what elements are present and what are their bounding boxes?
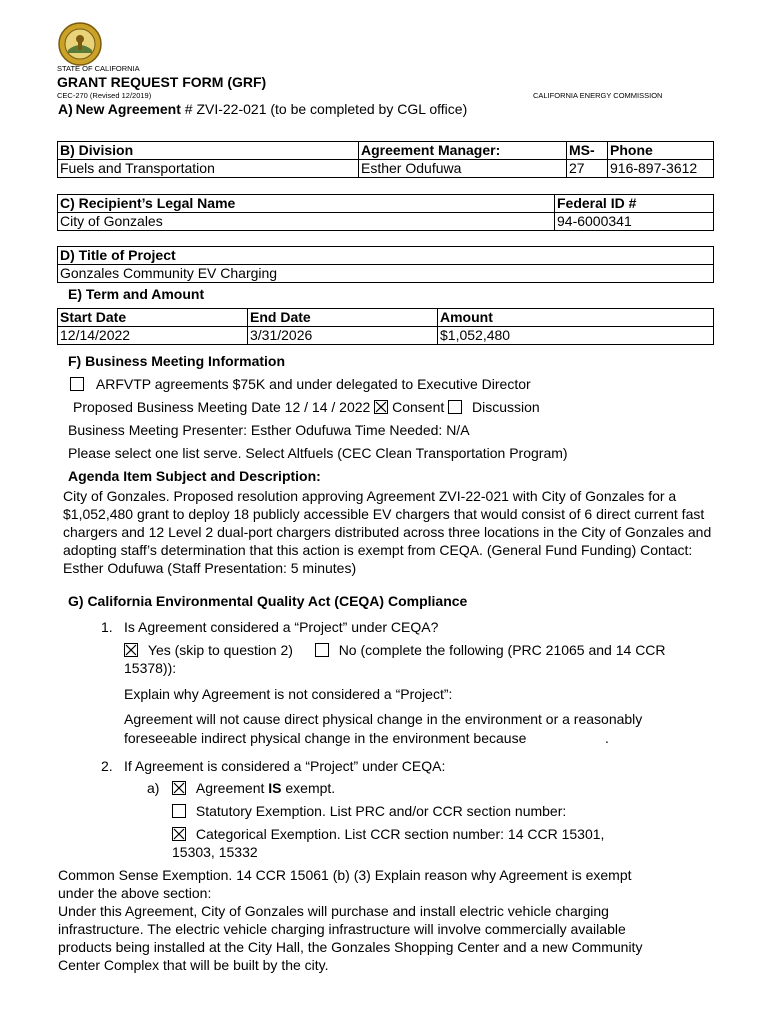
categorical-row — [172, 826, 604, 842]
q1-no-label-continued: 15378)): — [124, 660, 177, 676]
q2-text: If Agreement is considered a “Project” under CEQA: — [124, 758, 446, 774]
agency-name: CALIFORNIA ENERGY COMMISSION — [533, 91, 663, 100]
recipient-table — [57, 194, 714, 231]
ms-label: MS- — [567, 142, 608, 160]
q1-yes-checkbox[interactable] — [124, 643, 138, 657]
division-label: B) Division — [58, 142, 359, 160]
q1-explain-label: Explain why Agreement is not considered a “Project”: — [124, 686, 453, 702]
federal-id-value[interactable]: 94-6000341 — [555, 213, 714, 231]
meeting-date-text: Proposed Business Meeting Date 12 / 14 / 2022 — [73, 399, 371, 415]
closing-line-4: Center Complex that will be built by the city. — [58, 957, 329, 973]
section-a-label: A) New Agreement — [58, 101, 181, 117]
checkmark-x-icon — [173, 782, 185, 794]
q2a-exempt-row — [172, 780, 335, 796]
phone-value[interactable]: 916-897-3612 — [608, 160, 714, 178]
arfvtp-checkbox[interactable] — [70, 377, 84, 391]
q2-number: 2. — [101, 758, 113, 774]
categorical-label: Categorical Exemption. List CCR section number: 14 CCR 15301, — [195, 826, 605, 842]
meeting-date-row — [73, 399, 540, 415]
presenter-text: Business Meeting Presenter: Esther Odufuwa Time Needed: N/A — [68, 422, 470, 438]
start-date-label: Start Date — [58, 309, 248, 327]
listserve-text: Please select one list serve. Select Altfuels (CEC Clean Transportation Program) — [68, 445, 568, 461]
discussion-checkbox[interactable] — [448, 400, 462, 414]
recipient-name-label: C) Recipient’s Legal Name — [58, 195, 555, 213]
ceqa-heading: G) California Environmental Quality Act (CEQA) Compliance — [68, 593, 468, 609]
agenda-heading: Agenda Item Subject and Description: — [68, 468, 321, 484]
q2a-label: a) — [147, 780, 160, 796]
state-label: STATE OF CALIFORNIA — [57, 64, 140, 73]
section-a — [58, 101, 467, 117]
q1-answer-period: . — [605, 730, 609, 746]
discussion-label: Discussion — [472, 399, 540, 415]
closing-line-1: Under this Agreement, City of Gonzales will purchase and install electric vehicle charging — [58, 903, 609, 919]
california-seal-icon — [58, 22, 102, 66]
q1-answer-line-2: foreseeable indirect physical change in the environment because — [124, 730, 527, 746]
checkmark-x-icon — [375, 401, 387, 413]
consent-checkbox[interactable] — [374, 400, 388, 414]
division-table — [57, 141, 714, 178]
statutory-label: Statutory Exemption. List PRC and/or CCR section number: — [195, 803, 567, 819]
project-title-label: D) Title of Project — [58, 247, 714, 265]
closing-line-3: products being installed at the City Hall, the Gonzales Shopping Center and a new Community — [58, 939, 643, 955]
amount-value[interactable]: $1,052,480 — [438, 327, 714, 345]
start-date-value[interactable]: 12/14/2022 — [58, 327, 248, 345]
checkmark-x-icon — [173, 828, 185, 840]
statutory-row — [172, 803, 566, 819]
q1-text: Is Agreement considered a “Project” under CEQA? — [124, 619, 439, 635]
form-number: CEC-270 (Revised 12/2019) — [57, 91, 152, 100]
project-title-value[interactable]: Gonzales Community EV Charging — [58, 265, 714, 283]
arfvtp-row — [70, 376, 531, 392]
agenda-description: City of Gonzales. Proposed resolution approving Agreement ZVI-22-021 with City of Gonzales for a $1,052,480 grant to deploy 18 publicly accessible EV chargers that would consist of 6 direct current fast chargers and 12 Level 2 dual-port chargers distributed across three locations in the City of Gonzales and adopting staff’s determination that this action is exempt from CEQA. (General Fund Funding) Contact: Esther Odufuwa (Staff Presentation: 5 minutes) — [63, 488, 712, 576]
closing-line-2: infrastructure. The electric vehicle charging infrastructure will involve commercially available — [58, 921, 626, 937]
exempt-label: Agreement IS exempt. — [195, 780, 336, 796]
term-amount-table — [57, 308, 714, 345]
common-sense-line-2: under the above section: — [58, 885, 212, 901]
checkmark-x-icon — [125, 644, 137, 656]
q1-yes-label: Yes (skip to question 2) — [147, 642, 293, 658]
q1-answer-line-1: Agreement will not cause direct physical change in the environment or a reasonably — [124, 711, 643, 727]
ms-value[interactable]: 27 — [567, 160, 608, 178]
consent-label: Consent — [392, 399, 445, 415]
term-amount-heading: E) Term and Amount — [68, 286, 205, 302]
q1-number: 1. — [101, 619, 113, 635]
end-date-label: End Date — [248, 309, 438, 327]
project-title-table — [57, 246, 714, 283]
common-sense-line-1: Common Sense Exemption. 14 CCR 15061 (b) (3) Explain reason why Agreement is exempt — [58, 867, 632, 883]
categorical-checkbox[interactable] — [172, 827, 186, 841]
end-date-value[interactable]: 3/31/2026 — [248, 327, 438, 345]
q1-options-row — [124, 642, 666, 658]
federal-id-label: Federal ID # — [555, 195, 714, 213]
phone-label: Phone — [608, 142, 714, 160]
manager-value[interactable]: Esther Odufuwa — [359, 160, 567, 178]
form-title: GRANT REQUEST FORM (GRF) — [57, 74, 267, 90]
division-value[interactable]: Fuels and Transportation — [58, 160, 359, 178]
manager-label: Agreement Manager: — [359, 142, 567, 160]
business-meeting-heading: F) Business Meeting Information — [68, 353, 286, 369]
recipient-name-value[interactable]: City of Gonzales — [58, 213, 555, 231]
categorical-continued: 15303, 15332 — [172, 844, 258, 860]
q1-no-label: No (complete the following (PRC 21065 and 14 CCR — [338, 642, 666, 658]
q1-no-checkbox[interactable] — [315, 643, 329, 657]
arfvtp-label: ARFVTP agreements $75K and under delegated to Executive Director — [95, 376, 531, 392]
statutory-checkbox[interactable] — [172, 804, 186, 818]
agreement-number: # ZVI-22-021 (to be completed by CGL office) — [184, 101, 468, 117]
exempt-checkbox[interactable] — [172, 781, 186, 795]
amount-label: Amount — [438, 309, 714, 327]
